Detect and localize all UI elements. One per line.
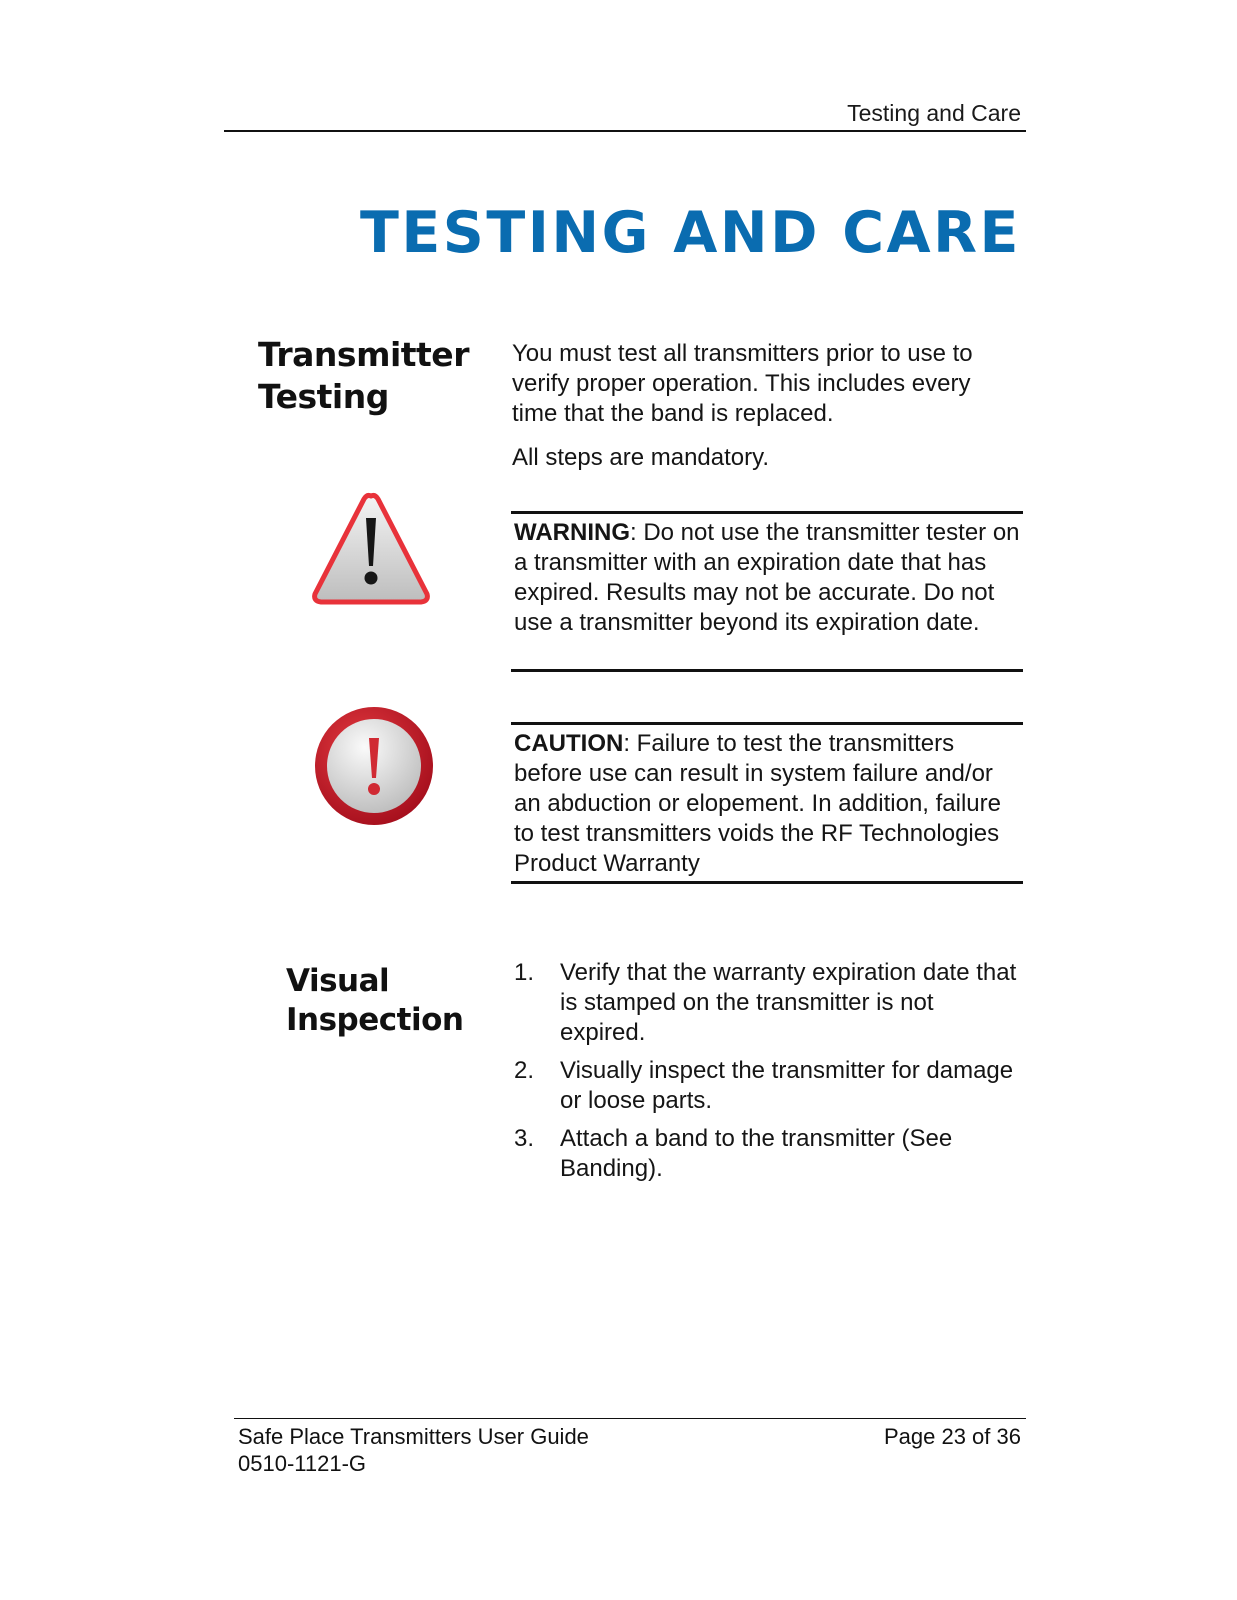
intro-paragraph: You must test all transmitters prior to use to verify proper operation. This includes every time that the band is replaced.: [512, 340, 973, 427]
caution-circle-icon: [312, 704, 436, 828]
heading-line: Transmitter: [258, 335, 469, 374]
page-number: Page 23 of 36: [883, 1424, 1021, 1449]
heading-line: Testing: [258, 377, 389, 416]
section-heading-transmitter-testing: [258, 334, 469, 418]
mandatory-paragraph: All steps are mandatory.: [512, 444, 770, 471]
step-number: 1.: [514, 959, 535, 986]
chapter-title: TESTING AND CARE: [359, 200, 1021, 266]
warning-label: WARNING: [514, 519, 630, 546]
heading-line: Visual: [286, 963, 390, 999]
header-rule: [224, 130, 1026, 132]
step-text: Verify that the warranty expiration date that is stamped on the transmitter is not expired.: [560, 959, 1017, 1046]
intro-text-block: [512, 339, 1017, 473]
caution-text: : Failure to test the transmitters before use can result in system failure and/or an abduction or elopement. In addition, failure to test transmitters voids the RF Technologies Product Warranty: [514, 730, 1001, 877]
step-text: Attach a band to the transmitter (See Banding).: [560, 1125, 953, 1182]
footer-left: [238, 1423, 589, 1477]
caution-notice: [511, 722, 1023, 884]
list-item: [514, 958, 1024, 1048]
list-item: [514, 1056, 1024, 1116]
heading-line: Inspection: [286, 1002, 464, 1038]
document-number: 0510-1121-G: [238, 1451, 367, 1476]
footer-rule: [234, 1418, 1026, 1419]
warning-triangle-icon: [309, 490, 433, 608]
step-number: 2.: [514, 1057, 535, 1084]
running-header: Testing and Care: [847, 100, 1021, 126]
list-item: [514, 1124, 1024, 1184]
guide-title: Safe Place Transmitters User Guide: [238, 1424, 589, 1449]
warning-text: : Do not use the transmitter tester on a transmitter with an expiration date that has expired. Results may not be accurate. Do not use a transmitter beyond its expiration date.: [514, 519, 1020, 636]
inspection-steps-list: [514, 958, 1024, 1192]
caution-label: CAUTION: [514, 730, 624, 757]
step-number: 3.: [514, 1125, 535, 1152]
warning-notice: [511, 511, 1023, 672]
section-heading-visual-inspection: [286, 962, 463, 1040]
step-text: Visually inspect the transmitter for damage or loose parts.: [560, 1057, 1014, 1114]
